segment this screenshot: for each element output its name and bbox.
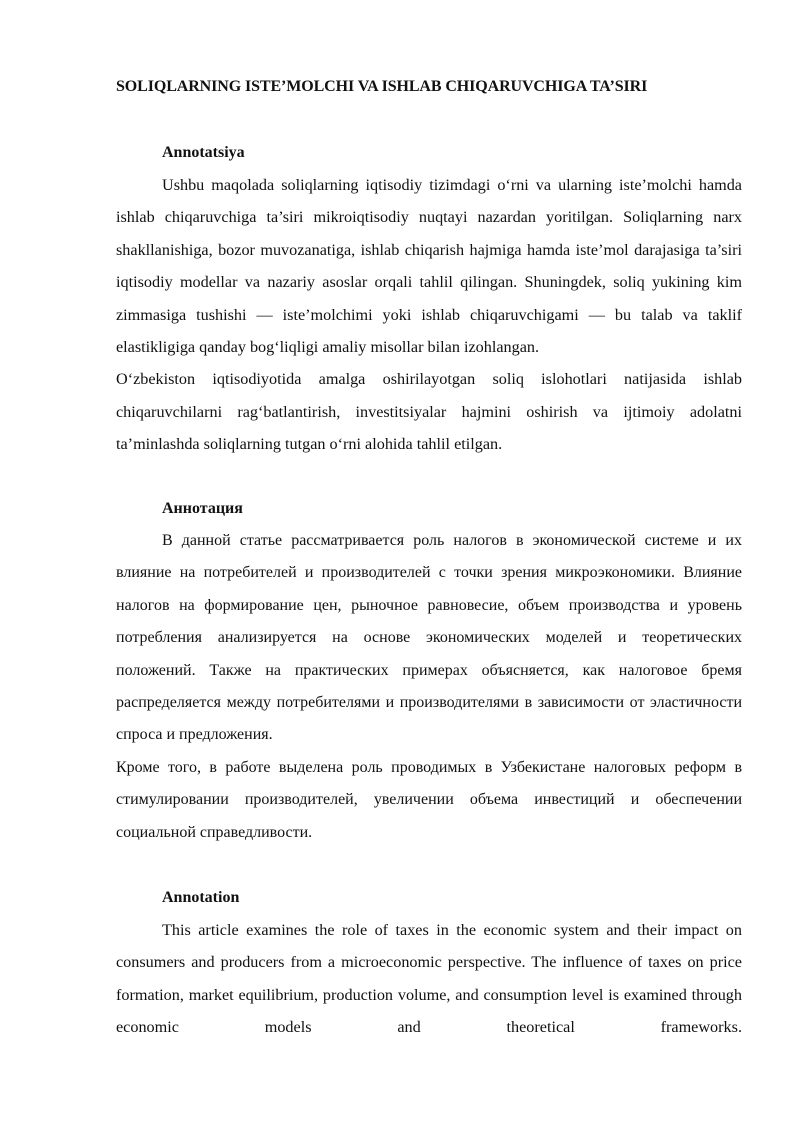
- section-heading: Annotatsiya: [162, 144, 245, 161]
- section-uz: [116, 142, 742, 461]
- paragraph: Кроме того, в работе выделена роль проводимых в Узбекистане налоговых реформ в стимулировании производителей, увеличении объема инвестиций и обеспечении социальной справедливости.: [116, 758, 742, 841]
- paragraph: В данной статье рассматривается роль налогов в экономической системе и их влияние на потребителей и производителей с точки зрения микроэкономики. Влияние налогов на формирование цен, рыночное равновесие, объем производства и уровень потребления анализируется на основе экономических моделей и теоретических положений. Также на практических примерах объясняется, как налоговое бремя распределяется между потребителями и производителями в зависимости от эластичности спроса и предложения.: [116, 532, 742, 744]
- section-en: [116, 887, 742, 1044]
- paragraph: O‘zbekiston iqtisodiyotida amalga oshirilayotgan soliq islohotlari natijasida ishlab chiqaruvchilarni rag‘batlantirish, investitsiyalar hajmini oshirish va ijtimoiy adolatni ta’minlashda soliqlarning tutgan o‘rni alohida tahlil etilgan.: [116, 370, 742, 454]
- article-title: SOLIQLARNING ISTE’MOLCHI VA ISHLAB CHIQARUVCHIGA TA’SIRI: [116, 78, 648, 95]
- section-heading: Annotation: [162, 889, 240, 906]
- paragraph: Ushbu maqolada soliqlarning iqtisodiy tizimdagi o‘rni va ularning iste’molchi hamda ishlab chiqaruvchiga ta’siri mikroiqtisodiy nuqtayi nazardan yoritilgan. Soliqlarning narx shakllanishiga, bozor muvozanatiga, ishlab chiqarish hajmiga hamda iste’mol darajasiga ta’siri iqtisodiy modellar va nazariy asoslar orqali tahlil qilingan. Shuningdek, soliq yukining kim zimmasiga tushishi — iste’molchimi yoki ishlab chiqaruvchigami — bu talab va taklif elastikligiga qanday bog‘liqligi amaliy misollar bilan izohlangan.: [116, 176, 742, 357]
- section-heading: Аннотация: [162, 500, 243, 517]
- paragraph: This article examines the role of taxes in the economic system and their impact on consumers and producers from a microeconomic perspective. The influence of taxes on price formation, market equilibrium, production volume, and consumption level is examined through economic models and theoretical frameworks.: [116, 921, 742, 1037]
- section-ru: [116, 498, 742, 849]
